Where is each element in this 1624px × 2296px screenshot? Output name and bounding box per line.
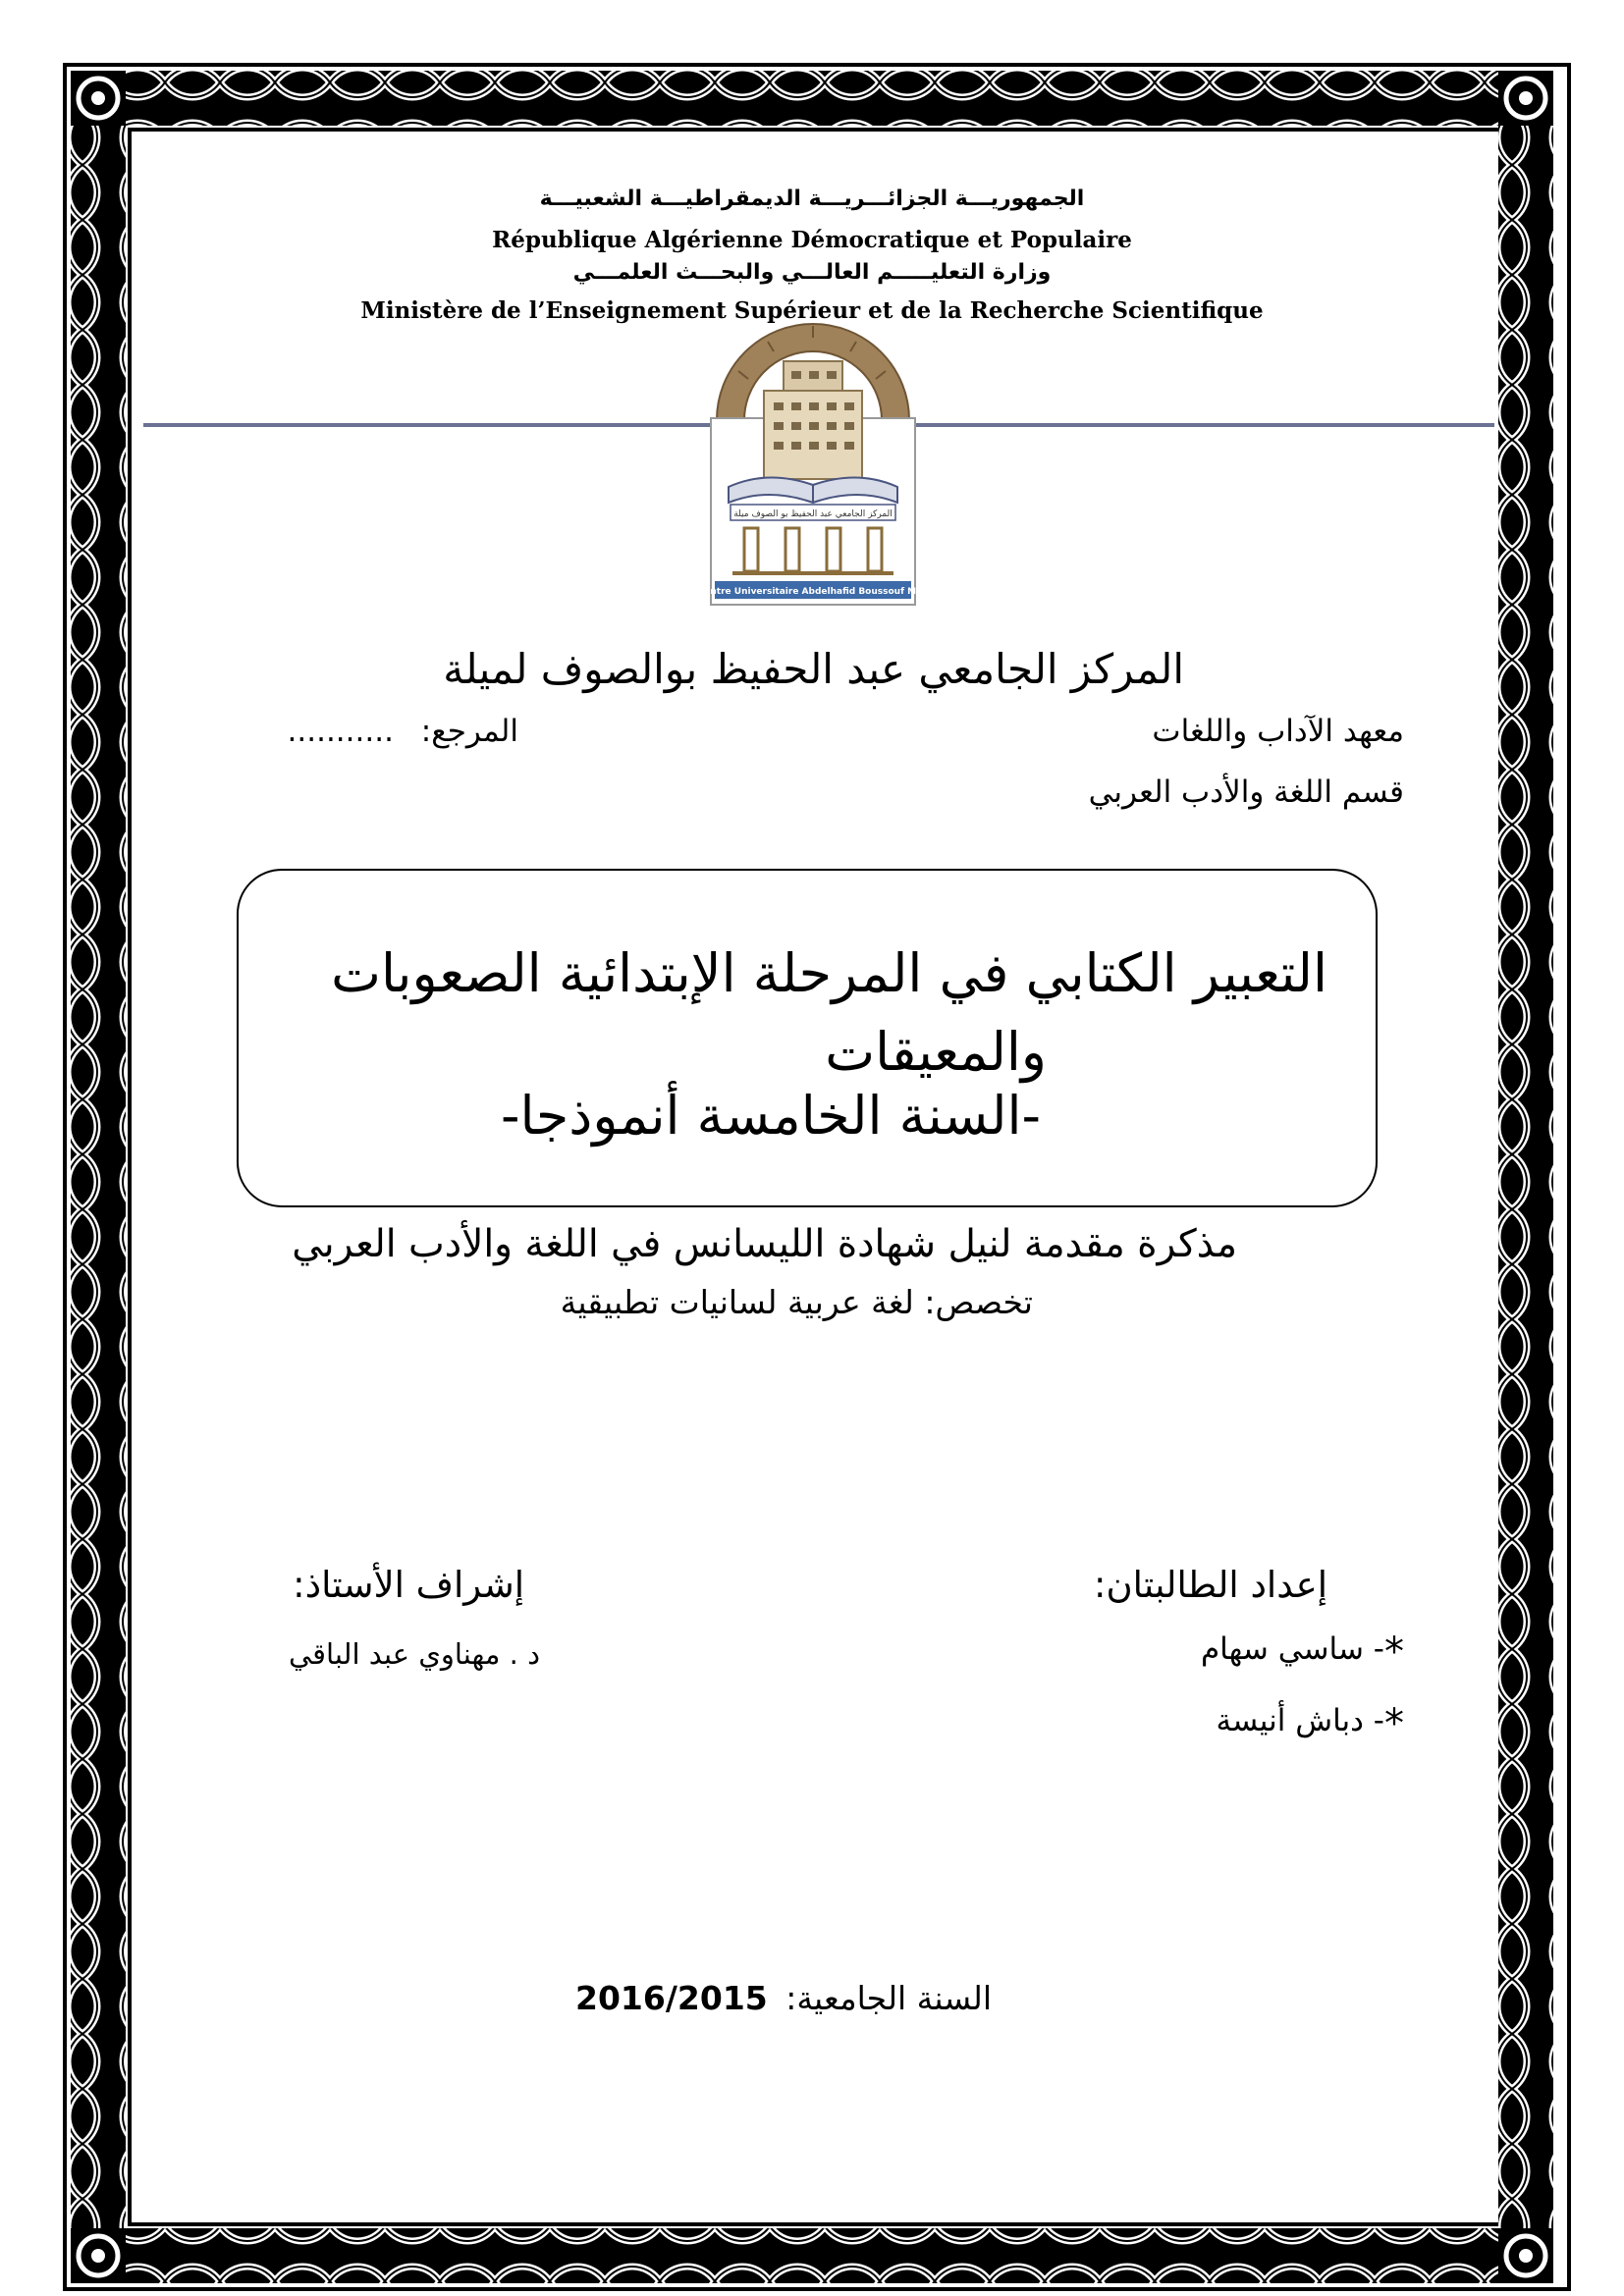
academic-year-value: 2016/2015 [575, 1979, 768, 2017]
republic-french: République Algérienne Démocratique et Populaire [492, 227, 1132, 253]
academic-year [575, 1979, 992, 2017]
reference-label: المرجع: [420, 714, 518, 749]
supervisor-name: د . مهناوي عبد الباقي [289, 1637, 540, 1671]
thesis-title-box [237, 869, 1378, 1207]
corner-ornament-icon [1498, 71, 1553, 126]
asterisk-bullet-icon: * [1384, 1701, 1404, 1746]
student-item [1201, 1629, 1404, 1675]
corner-ornament-icon [71, 71, 126, 126]
thesis-title-line-3: -السنة الخامسة أنموذجا- [500, 1085, 1041, 1147]
republic-arabic: الجمهوريـــة الجزائـــريـــة الديمقراطيـــة الشعبيـــة [539, 187, 1085, 211]
thesis-purpose: مذكرة مقدمة لنيل شهادة الليسانس في اللغة والأدب العربي [292, 1222, 1237, 1266]
academic-year-label: السنة الجامعية: [785, 1979, 992, 2017]
thesis-title-line-1: التعبير الكتابي في المرحلة الإبتدائية الصعوبات [331, 942, 1327, 1004]
thesis-specialty: تخصص: لغة عربية لسانيات تطبيقية [560, 1283, 1033, 1321]
student-name: دباش أنيسة [1216, 1703, 1364, 1738]
student-name: ساسي سهام [1200, 1631, 1364, 1667]
institute-name: معهد الآداب واللغات [1152, 714, 1404, 749]
logo-banner-text: المركز الجامعي عبد الحفيظ بو الصوف ميلة [733, 509, 893, 519]
reference-value: ........... [287, 714, 394, 749]
dash-separator: - [1363, 1631, 1384, 1667]
student-item [1217, 1701, 1405, 1746]
ministry-arabic: وزارة التعليـــــم العالـــي والبحـــث العلمـــي [572, 260, 1052, 285]
supervisor-label: إشراف الأستاذ: [293, 1564, 524, 1606]
logo-caption: Centre Universitaire Abdelhafid Boussouf Mila [709, 587, 917, 597]
corner-ornament-icon [1498, 2228, 1553, 2283]
university-center-name: المركز الجامعي عبد الحفيظ بوالصوف لميلة [443, 645, 1184, 693]
students-label: إعداد الطالبتان: [1094, 1564, 1327, 1606]
department-name: قسم اللغة والأدب العربي [1088, 774, 1404, 810]
reference-field [288, 714, 518, 749]
asterisk-bullet-icon: * [1384, 1629, 1404, 1675]
university-logo [709, 312, 917, 607]
corner-ornament-icon [71, 2228, 126, 2283]
ministry-french: Ministère de l’Enseignement Supérieur et de la Recherche Scientifique [360, 297, 1264, 324]
dash-separator: - [1363, 1703, 1384, 1738]
thesis-title-line-2: والمعيقات [825, 1021, 1047, 1083]
